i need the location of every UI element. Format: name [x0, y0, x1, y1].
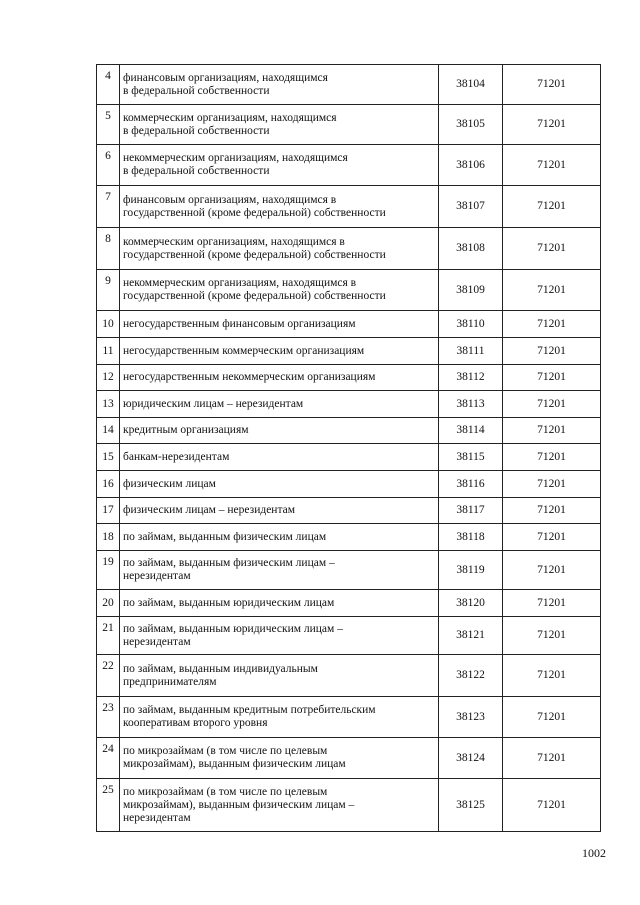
table-row: [97, 186, 601, 228]
description-line: по займам, выданным физическим лицам: [123, 530, 327, 543]
symbol-code: 71201: [503, 145, 601, 186]
row-description: [120, 418, 439, 444]
description-line: физическим лицам – нерезидентам: [123, 504, 296, 516]
symbol-code: 71201: [503, 105, 601, 145]
first-order-account-code: 38104: [439, 65, 503, 105]
table-row: [97, 444, 601, 471]
symbol-code: 71201: [503, 338, 601, 365]
accounts-table-body: [97, 65, 601, 832]
row-description: [120, 105, 439, 145]
description-line: негосударственным финансовым организациям: [123, 317, 356, 330]
table-row: [97, 145, 601, 186]
row-description: [120, 145, 439, 186]
symbol-code: 71201: [503, 270, 601, 311]
first-order-account-code: 38111: [439, 338, 503, 365]
description-line: финансовым организациям, находящимся в: [123, 193, 337, 206]
description-line: предпринимателям: [123, 675, 217, 688]
first-order-account-code: 38110: [439, 311, 503, 338]
row-number: 7: [97, 186, 120, 228]
table-row: [97, 391, 601, 418]
row-number: 14: [97, 418, 120, 444]
symbol-code: 71201: [503, 697, 601, 738]
table-row: [97, 524, 601, 551]
table-row: [97, 471, 601, 498]
row-description: [120, 338, 439, 365]
table-row: [97, 551, 601, 590]
symbol-code: 71201: [503, 65, 601, 105]
table-row: [97, 738, 601, 779]
row-number: 25: [97, 779, 120, 832]
first-order-account-code: 38108: [439, 228, 503, 270]
description-line: в федеральной собственности: [123, 165, 270, 177]
row-number: 20: [97, 590, 120, 617]
table-row: [97, 338, 601, 365]
row-number: 16: [97, 471, 120, 498]
first-order-account-code: 38109: [439, 270, 503, 311]
first-order-account-code: 38106: [439, 145, 503, 186]
row-number: 15: [97, 444, 120, 471]
row-description: [120, 524, 439, 551]
description-line: микрозаймам), выданным физическим лицам: [123, 758, 346, 770]
row-description: [120, 186, 439, 228]
row-description: [120, 365, 439, 391]
row-description: [120, 590, 439, 617]
first-order-account-code: 38125: [439, 779, 503, 832]
row-number: 10: [97, 311, 120, 338]
description-line: негосударственным некоммерческим организациям: [123, 371, 376, 383]
table-row: [97, 498, 601, 524]
description-line: нерезидентам: [123, 635, 191, 648]
accounts-table-container: [96, 64, 601, 832]
row-description: [120, 471, 439, 498]
symbol-code: 71201: [503, 391, 601, 418]
first-order-account-code: 38120: [439, 590, 503, 617]
row-number: 13: [97, 391, 120, 418]
symbol-code: 71201: [503, 228, 601, 270]
symbol-code: 71201: [503, 498, 601, 524]
table-row: [97, 65, 601, 105]
row-description: [120, 270, 439, 311]
first-order-account-code: 38113: [439, 391, 503, 418]
description-line: государственной (кроме федеральной) собственности: [123, 290, 386, 302]
table-row: [97, 655, 601, 697]
description-line: по займам, выданным юридическим лицам –: [123, 622, 343, 635]
description-line: негосударственным коммерческим организациям: [123, 344, 365, 357]
first-order-account-code: 38123: [439, 697, 503, 738]
description-line: физическим лицам: [123, 477, 216, 490]
symbol-code: 71201: [503, 444, 601, 471]
description-line: по займам, выданным юридическим лицам: [123, 596, 335, 609]
row-description: [120, 391, 439, 418]
description-line: банкам-нерезидентам: [123, 450, 230, 463]
row-number: 4: [97, 65, 120, 105]
description-line: кредитным организациям: [123, 424, 249, 436]
page-number: 1002: [582, 846, 606, 860]
symbol-code: 71201: [503, 551, 601, 590]
row-number: 17: [97, 498, 120, 524]
row-number: 23: [97, 697, 120, 738]
first-order-account-code: 38107: [439, 186, 503, 228]
description-line: нерезидентам: [123, 570, 191, 582]
row-number: 18: [97, 524, 120, 551]
row-description: [120, 444, 439, 471]
description-line: по займам, выданным кредитным потребительским: [123, 704, 376, 716]
row-number: 24: [97, 738, 120, 779]
first-order-account-code: 38112: [439, 365, 503, 391]
row-number: 9: [97, 270, 120, 311]
row-description: [120, 779, 439, 832]
row-number: 19: [97, 551, 120, 590]
description-line: государственной (кроме федеральной) собственности: [123, 248, 386, 261]
accounts-table: [96, 64, 601, 832]
symbol-code: 71201: [503, 471, 601, 498]
table-row: [97, 779, 601, 832]
description-line: некоммерческим организациям, находящимся в: [123, 277, 357, 289]
table-row: [97, 617, 601, 655]
description-line: микрозаймам), выданным физическим лицам –: [123, 798, 355, 811]
table-row: [97, 311, 601, 338]
description-line: по микрозаймам (в том числе по целевым: [123, 745, 328, 757]
row-number: 12: [97, 365, 120, 391]
description-line: государственной (кроме федеральной) собственности: [123, 206, 386, 219]
row-description: [120, 228, 439, 270]
symbol-code: 71201: [503, 365, 601, 391]
table-row: [97, 228, 601, 270]
table-row: [97, 590, 601, 617]
symbol-code: 71201: [503, 655, 601, 697]
description-line: коммерческим организациям, находящимся в: [123, 235, 345, 248]
symbol-code: 71201: [503, 311, 601, 338]
row-description: [120, 738, 439, 779]
first-order-account-code: 38119: [439, 551, 503, 590]
description-line: некоммерческим организациям, находящимся: [123, 152, 348, 164]
first-order-account-code: 38121: [439, 617, 503, 655]
symbol-code: 71201: [503, 524, 601, 551]
symbol-code: 71201: [503, 186, 601, 228]
row-number: 11: [97, 338, 120, 365]
table-row: [97, 270, 601, 311]
first-order-account-code: 38115: [439, 444, 503, 471]
description-line: по микрозаймам (в том числе по целевым: [123, 785, 328, 798]
table-row: [97, 365, 601, 391]
row-number: 6: [97, 145, 120, 186]
description-line: коммерческим организациям, находящимся: [123, 111, 337, 124]
table-row: [97, 697, 601, 738]
row-description: [120, 697, 439, 738]
description-line: в федеральной собственности: [123, 84, 270, 97]
first-order-account-code: 38124: [439, 738, 503, 779]
symbol-code: 71201: [503, 418, 601, 444]
symbol-code: 71201: [503, 590, 601, 617]
first-order-account-code: 38122: [439, 655, 503, 697]
row-description: [120, 498, 439, 524]
symbol-code: 71201: [503, 617, 601, 655]
description-line: в федеральной собственности: [123, 124, 270, 137]
symbol-code: 71201: [503, 738, 601, 779]
first-order-account-code: 38117: [439, 498, 503, 524]
table-row: [97, 418, 601, 444]
table-row: [97, 105, 601, 145]
description-line: по займам, выданным физическим лицам –: [123, 557, 335, 569]
row-description: [120, 65, 439, 105]
description-line: кооперативам второго уровня: [123, 717, 268, 729]
description-line: нерезидентам: [123, 811, 191, 824]
row-number: 8: [97, 228, 120, 270]
first-order-account-code: 38118: [439, 524, 503, 551]
description-line: финансовым организациям, находящимся: [123, 71, 328, 84]
row-description: [120, 655, 439, 697]
first-order-account-code: 38116: [439, 471, 503, 498]
row-number: 21: [97, 617, 120, 655]
row-description: [120, 551, 439, 590]
symbol-code: 71201: [503, 779, 601, 832]
row-number: 5: [97, 105, 120, 145]
first-order-account-code: 38105: [439, 105, 503, 145]
first-order-account-code: 38114: [439, 418, 503, 444]
row-description: [120, 617, 439, 655]
row-number: 22: [97, 655, 120, 697]
row-description: [120, 311, 439, 338]
description-line: по займам, выданным индивидуальным: [123, 662, 318, 675]
description-line: юридическим лицам – нерезидентам: [123, 397, 304, 410]
